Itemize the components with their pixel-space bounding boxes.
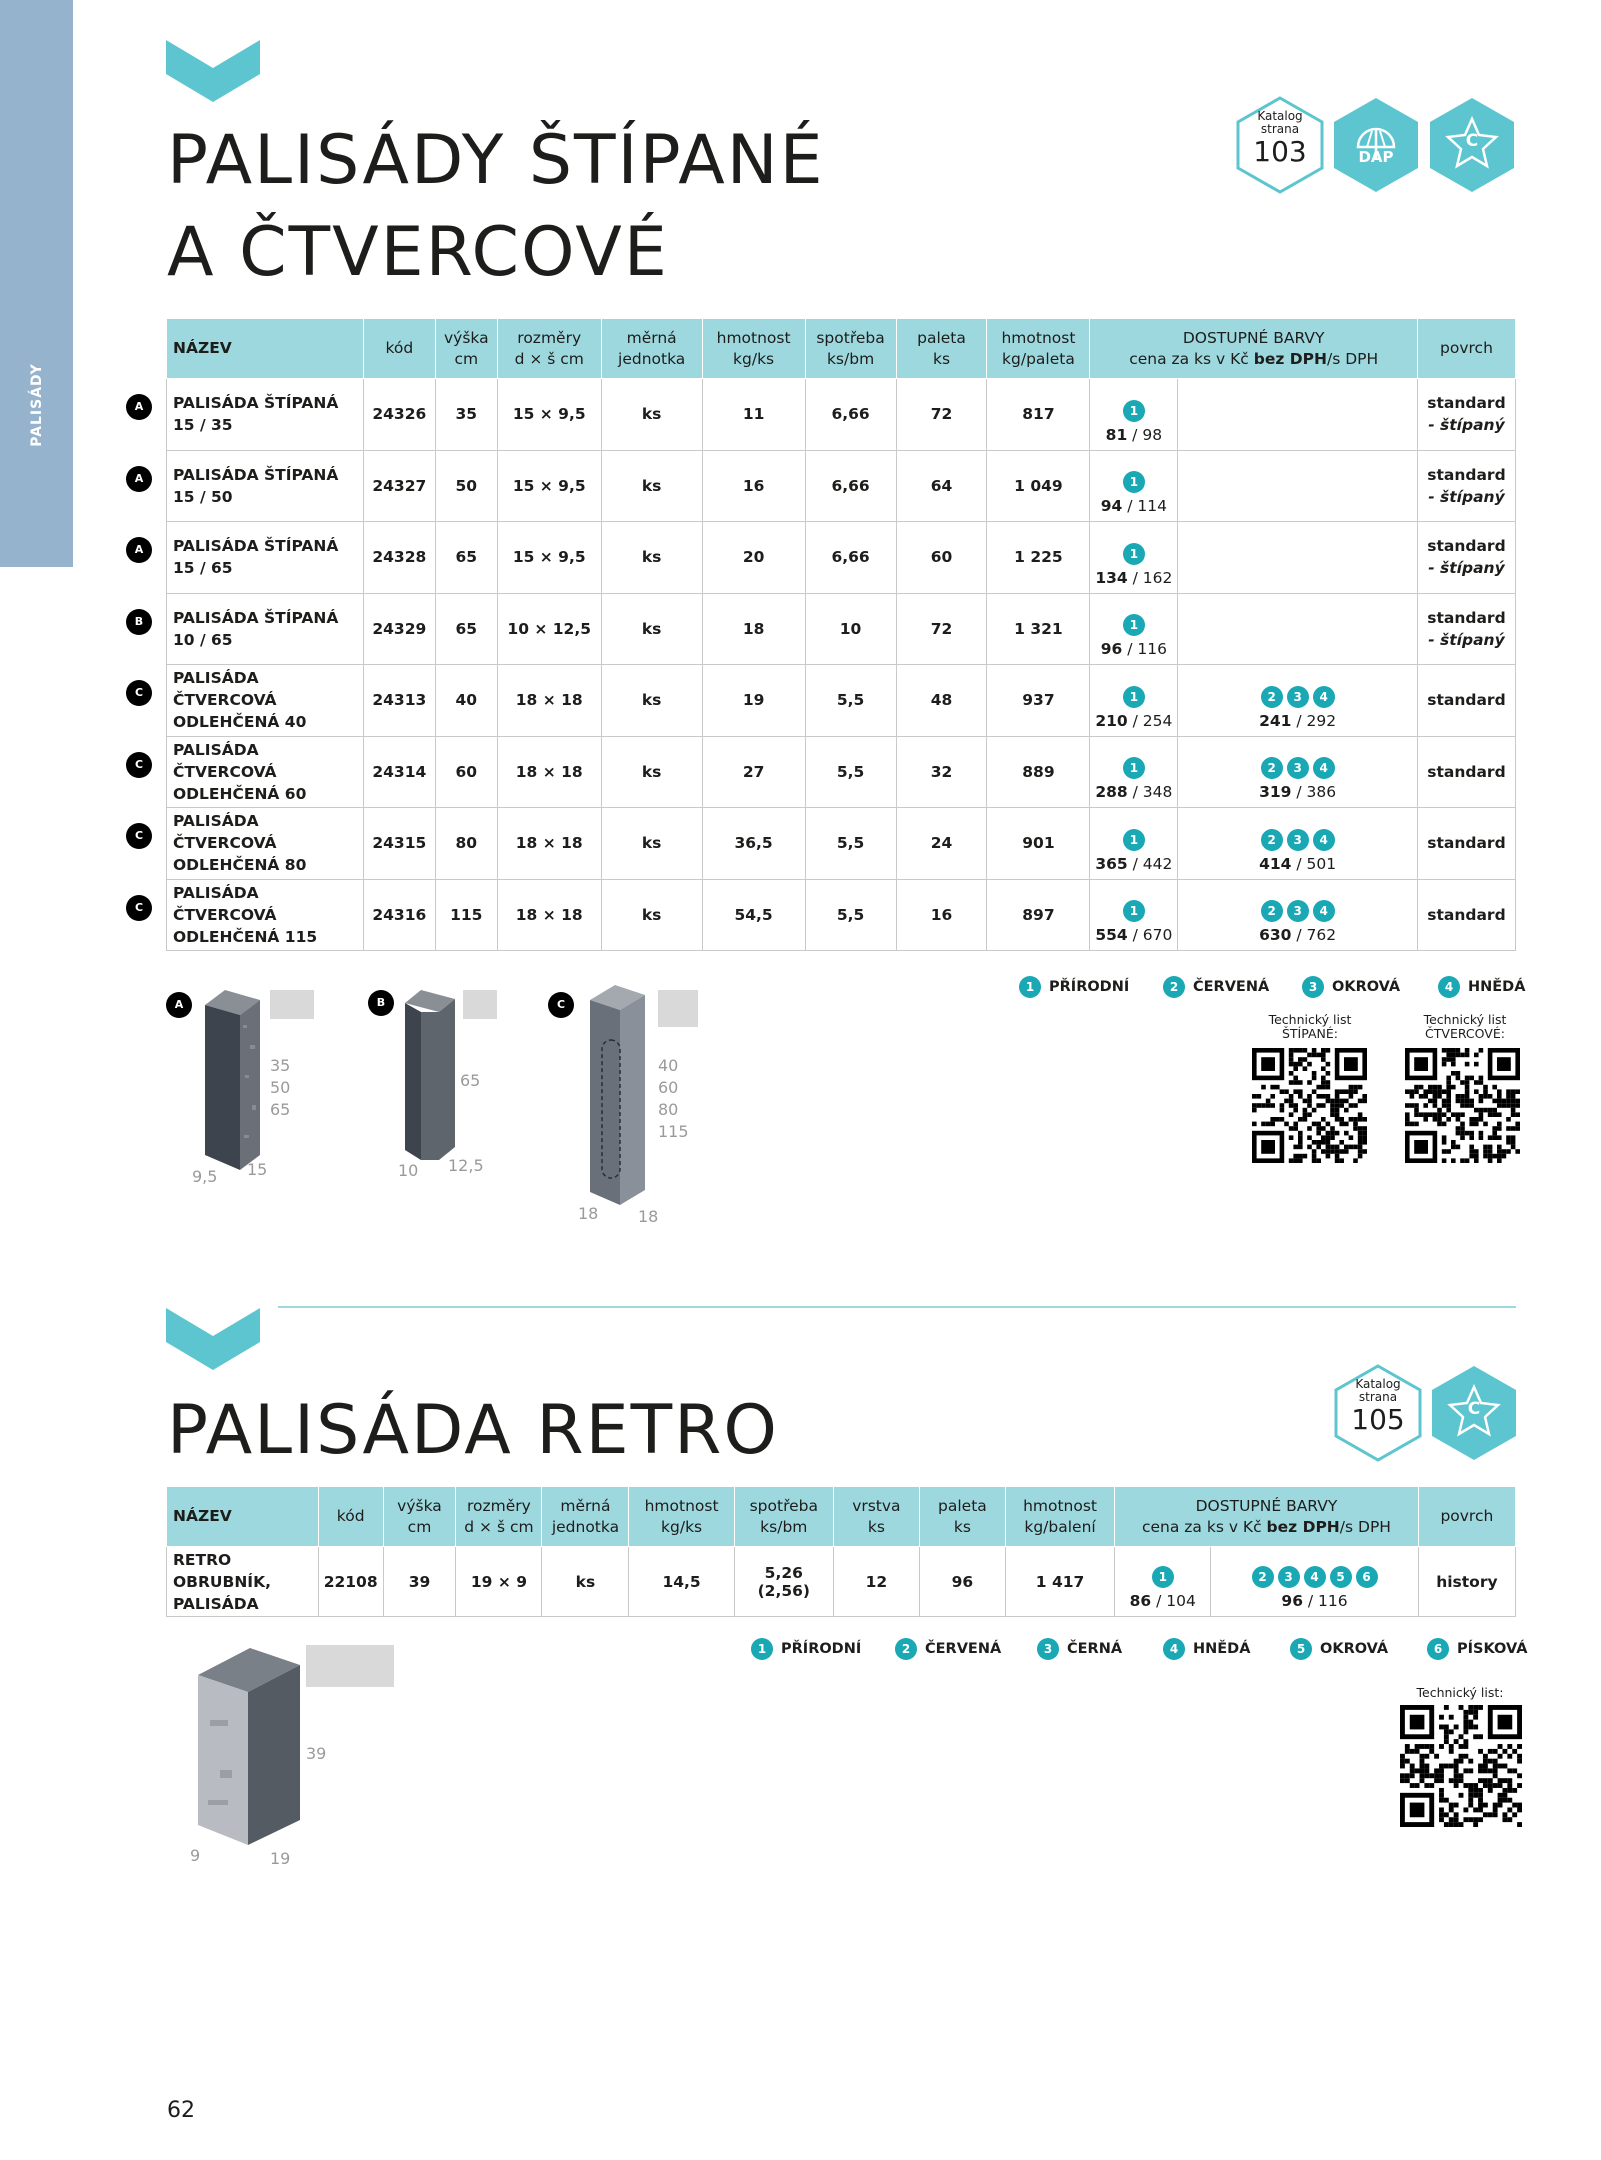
col-dims: rozměry d × š cm [456, 1487, 542, 1547]
color-4-icon: 4 [1313, 900, 1335, 922]
col-layer: vrstva ks [833, 1487, 919, 1547]
cell-consumption: 5,5 [805, 736, 896, 808]
col-pallet-weight: hmotnost kg/paleta [987, 319, 1090, 379]
cell-weight: 14,5 [629, 1547, 734, 1617]
color-swatch-a [270, 990, 314, 1019]
cell-height: 65 [435, 522, 497, 594]
cell-price-colored [1178, 593, 1418, 665]
cell-pallet-weight: 1 225 [987, 522, 1090, 594]
cell-consumption: 6,66 [805, 450, 896, 522]
col-name: NÁZEV [167, 1487, 319, 1547]
table-header-row [167, 319, 1516, 379]
color-1-icon: 1 [1123, 686, 1145, 708]
colors-header-line1: DOSTUPNÉ BARVY [1195, 1496, 1338, 1515]
col-consumption: spotřeba ks/bm [734, 1487, 833, 1547]
col-unit: měrná jednotka [542, 1487, 629, 1547]
color-1-icon: 1 [1123, 757, 1145, 779]
cell-dims: 15 × 9,5 [497, 379, 601, 451]
legend-item-1 [751, 1638, 861, 1660]
col-name: NÁZEV [167, 319, 364, 379]
table-row [167, 593, 1516, 665]
legend-label: PÍSKOVÁ [1457, 1641, 1528, 1657]
cell-name: PALISÁDA ŠTÍPANÁ 10 / 65 [167, 593, 364, 665]
cell-surface: standard - štípaný [1417, 522, 1515, 594]
cell-height: 39 [383, 1547, 456, 1617]
legend-label: ČERVENÁ [925, 1641, 1002, 1657]
catalog-page: 105 [1351, 1403, 1405, 1436]
cell-price-colored [1178, 450, 1418, 522]
cell-pallet-weight: 1 321 [987, 593, 1090, 665]
col-colors [1115, 1487, 1419, 1547]
legend-label: PŘÍRODNÍ [781, 1641, 862, 1657]
dims-depth-b: 10 [398, 1161, 419, 1180]
color-4-icon: 4 [1313, 686, 1335, 708]
legend-item-2 [1163, 976, 1269, 998]
col-surface: povrch [1417, 319, 1515, 379]
legend-label: OKROVÁ [1320, 1641, 1389, 1657]
row-letter-badge: B [126, 609, 152, 635]
cell-unit: ks [601, 379, 702, 451]
color-4-icon: 4 [1438, 976, 1460, 998]
cell-price-natural: 1 86 / 104 [1115, 1547, 1211, 1617]
class-label: C [1465, 131, 1479, 151]
title-line-1: PALISÁDY ŠTÍPANÉ [167, 121, 825, 200]
cell-pallet-weight: 897 [987, 879, 1090, 951]
color-2-icon: 2 [1261, 757, 1283, 779]
retro-palisade-image [190, 1640, 310, 1850]
catalog-page: 103 [1253, 135, 1307, 168]
cell-layer: 12 [833, 1547, 919, 1617]
color-2-icon: 2 [895, 1638, 917, 1660]
cell-name: PALISÁDA ŠTÍPANÁ 15 / 65 [167, 522, 364, 594]
cell-dims: 10 × 12,5 [497, 593, 601, 665]
cell-price-natural: 1 210 / 254 [1090, 665, 1178, 737]
col-height: výška cm [435, 319, 497, 379]
chevron-icon [166, 1308, 260, 1370]
cell-price-natural: 1 94 / 114 [1090, 450, 1178, 522]
color-2-icon: 2 [1261, 829, 1283, 851]
color-1-icon: 1 [751, 1638, 773, 1660]
dims-heights-b: 65 [460, 1071, 481, 1090]
legend-item-6 [1427, 1638, 1527, 1660]
cell-pallet: 64 [896, 450, 987, 522]
col-colors [1090, 319, 1418, 379]
col-weight: hmotnost kg/ks [702, 319, 805, 379]
color-3-icon: 3 [1302, 976, 1324, 998]
dims-width-c: 18 [638, 1207, 659, 1226]
color-1-icon: 1 [1019, 976, 1041, 998]
cell-weight: 18 [702, 593, 805, 665]
legend-item-4 [1163, 1638, 1250, 1660]
cell-name: PALISÁDA ČTVERCOVÁ ODLEHČENÁ 80 [167, 808, 364, 880]
cell-price-colored [1178, 379, 1418, 451]
dims-depth-c: 18 [578, 1204, 599, 1223]
cell-pallet: 96 [919, 1547, 1005, 1617]
cell-pallet: 72 [896, 593, 987, 665]
color-1-icon: 1 [1123, 471, 1145, 493]
legend-item-1 [1019, 976, 1129, 998]
cell-pallet-weight: 889 [987, 736, 1090, 808]
table-row [167, 665, 1516, 737]
cell-name: PALISÁDA ČTVERCOVÁ ODLEHČENÁ 40 [167, 665, 364, 737]
legend-label: ČERVENÁ [1193, 979, 1270, 995]
cell-unit: ks [601, 665, 702, 737]
row-letter-badge: C [126, 895, 152, 921]
col-consumption: spotřeba ks/bm [805, 319, 896, 379]
cell-pallet: 48 [896, 665, 987, 737]
split-palisade-image [395, 985, 465, 1165]
dap-label: DAP [1358, 148, 1394, 166]
cell-dims: 15 × 9,5 [497, 450, 601, 522]
dims-height-retro: 39 [306, 1744, 327, 1763]
cell-unit: ks [601, 808, 702, 880]
legend-label: HNĚDÁ [1468, 979, 1526, 995]
col-pallet: paleta ks [919, 1487, 1005, 1547]
cell-consumption: 5,26 (2,56) [734, 1547, 833, 1617]
qr-caption-retro: Technický list: [1416, 1685, 1504, 1700]
cell-pallet-weight: 817 [987, 379, 1090, 451]
color-swatch-b [463, 990, 497, 1019]
product-letter-c: C [548, 992, 574, 1018]
legend-item-3 [1302, 976, 1400, 998]
cell-unit: ks [601, 879, 702, 951]
cell-price-natural: 1 81 / 98 [1090, 379, 1178, 451]
legend-label: HNĚDÁ [1193, 1641, 1251, 1657]
color-2-icon: 2 [1261, 686, 1283, 708]
legend-label: PŘÍRODNÍ [1049, 979, 1130, 995]
cell-dims: 18 × 18 [497, 665, 601, 737]
color-1-icon: 1 [1123, 829, 1145, 851]
cell-code: 24328 [363, 522, 435, 594]
dims-heights-c: 40 60 80 115 [658, 1056, 689, 1141]
cell-consumption: 10 [805, 593, 896, 665]
legend-label: OKROVÁ [1332, 979, 1401, 995]
title-line-2: A ČTVERCOVÉ [167, 213, 669, 292]
color-5-icon: 5 [1330, 1566, 1352, 1588]
col-height: výška cm [383, 1487, 456, 1547]
cell-code: 24329 [363, 593, 435, 665]
cell-consumption: 6,66 [805, 379, 896, 451]
cell-consumption: 5,5 [805, 879, 896, 951]
dims-depth-a: 9,5 [192, 1167, 218, 1186]
square-palisade-image [580, 980, 655, 1210]
row-letter-badge: A [126, 466, 152, 492]
cell-price-natural: 1 134 / 162 [1090, 522, 1178, 594]
color-2-icon: 2 [1163, 976, 1185, 998]
cell-price-natural: 1 96 / 116 [1090, 593, 1178, 665]
row-letter-badge: A [126, 537, 152, 563]
table-row [167, 879, 1516, 951]
row-letter-badge: C [126, 680, 152, 706]
cell-height: 115 [435, 879, 497, 951]
catalog-label: Katalog strana [1355, 1377, 1401, 1404]
section-title: PALISÁDA RETRO [167, 1391, 779, 1470]
color-3-icon: 3 [1287, 829, 1309, 851]
col-surface: povrch [1418, 1487, 1515, 1547]
cell-code: 24327 [363, 450, 435, 522]
product-table [166, 1486, 1516, 1617]
cell-name: RETRO OBRUBNÍK, PALISÁDA [167, 1547, 319, 1617]
color-3-icon: 3 [1037, 1638, 1059, 1660]
cell-code: 24315 [363, 808, 435, 880]
cell-surface: standard [1417, 736, 1515, 808]
cell-pallet-weight: 1 049 [987, 450, 1090, 522]
dims-width-a: 15 [247, 1160, 268, 1179]
table-row [167, 1547, 1516, 1617]
cell-pallet: 16 [896, 879, 987, 951]
color-1-icon: 1 [1123, 543, 1145, 565]
color-1-icon: 1 [1123, 614, 1145, 636]
cell-unit: ks [601, 450, 702, 522]
cell-pallet-weight: 901 [987, 808, 1090, 880]
cell-height: 50 [435, 450, 497, 522]
cell-surface: standard [1417, 808, 1515, 880]
cell-code: 24313 [363, 665, 435, 737]
color-3-icon: 3 [1278, 1566, 1300, 1588]
row-letter-badge: C [126, 823, 152, 849]
side-tab [0, 0, 73, 567]
cell-surface: history [1418, 1547, 1515, 1617]
cell-price-natural: 1 365 / 442 [1090, 808, 1178, 880]
color-1-icon: 1 [1123, 900, 1145, 922]
dims-depth-retro: 9 [190, 1846, 201, 1865]
cell-pallet: 32 [896, 736, 987, 808]
color-1-icon: 1 [1152, 1566, 1174, 1588]
cell-consumption: 5,5 [805, 808, 896, 880]
cell-consumption: 6,66 [805, 522, 896, 594]
section-divider [278, 1306, 1516, 1308]
page-title [167, 115, 825, 299]
page-number: 62 [167, 2098, 195, 2123]
table-row [167, 808, 1516, 880]
colors-header-line2: cena za ks v Kč bez DPH/s DPH [1129, 349, 1379, 368]
catalog-label: Katalog strana [1257, 109, 1303, 136]
cell-unit: ks [601, 736, 702, 808]
chevron-icon [166, 40, 260, 102]
cell-pack-weight: 1 417 [1005, 1547, 1114, 1617]
cell-surface: standard [1417, 665, 1515, 737]
cell-price-natural: 1 288 / 348 [1090, 736, 1178, 808]
table-row [167, 450, 1516, 522]
qr-code-icon[interactable] [1400, 1705, 1522, 1831]
cell-dims: 15 × 9,5 [497, 522, 601, 594]
color-3-icon: 3 [1287, 900, 1309, 922]
cell-height: 60 [435, 736, 497, 808]
cell-unit: ks [601, 593, 702, 665]
color-4-icon: 4 [1304, 1566, 1326, 1588]
table-header-row [167, 1487, 1516, 1547]
cell-weight: 16 [702, 450, 805, 522]
col-code: kód [363, 319, 435, 379]
color-4-icon: 4 [1313, 757, 1335, 779]
split-palisade-image [195, 985, 275, 1175]
color-3-icon: 3 [1287, 757, 1309, 779]
cell-price-natural: 1 554 / 670 [1090, 879, 1178, 951]
legend-item-3 [1037, 1638, 1122, 1660]
qr-code-icon[interactable] [1405, 1048, 1520, 1167]
cell-price-colored: 2 3 4 630 / 762 [1178, 879, 1418, 951]
color-4-icon: 4 [1163, 1638, 1185, 1660]
cell-height: 80 [435, 808, 497, 880]
cell-name: PALISÁDA ČTVERCOVÁ ODLEHČENÁ 115 [167, 879, 364, 951]
cell-unit: ks [542, 1547, 629, 1617]
color-swatch-c [658, 990, 698, 1027]
cell-surface: standard - štípaný [1417, 379, 1515, 451]
qr-caption-square: Technický list ČTVERCOVÉ: [1423, 1012, 1507, 1041]
umbrella-icon [1330, 95, 1422, 195]
cell-name: PALISÁDA ŠTÍPANÁ 15 / 35 [167, 379, 364, 451]
cell-price-colored: 2 3 4 241 / 292 [1178, 665, 1418, 737]
class-label: C [1467, 1399, 1481, 1419]
cell-price-colored: 2 3 4 414 / 501 [1178, 808, 1418, 880]
qr-code-icon[interactable] [1252, 1048, 1367, 1167]
dims-width-b: 12,5 [448, 1156, 484, 1175]
col-code: kód [318, 1487, 383, 1547]
cell-weight: 20 [702, 522, 805, 594]
color-2-icon: 2 [1252, 1566, 1274, 1588]
color-5-icon: 5 [1290, 1638, 1312, 1660]
colors-header-line2: cena za ks v Kč bez DPH/s DPH [1141, 1517, 1391, 1536]
product-letter-a: A [166, 992, 192, 1018]
legend-label: ČERNÁ [1067, 1641, 1123, 1657]
color-6-icon: 6 [1356, 1566, 1378, 1588]
color-4-icon: 4 [1313, 829, 1335, 851]
cell-dims: 19 × 9 [456, 1547, 542, 1617]
legend-item-2 [895, 1638, 1001, 1660]
cell-name: PALISÁDA ŠTÍPANÁ 15 / 50 [167, 450, 364, 522]
color-3-icon: 3 [1287, 686, 1309, 708]
cell-weight: 11 [702, 379, 805, 451]
cell-weight: 54,5 [702, 879, 805, 951]
col-weight: hmotnost kg/ks [629, 1487, 734, 1547]
product-table [166, 318, 1516, 951]
cell-height: 65 [435, 593, 497, 665]
cell-surface: standard - štípaný [1417, 593, 1515, 665]
cell-pallet: 60 [896, 522, 987, 594]
cell-price-colored: 2 3 4 5 6 96 / 116 [1211, 1547, 1418, 1617]
row-letter-badge: C [126, 752, 152, 778]
cell-code: 24326 [363, 379, 435, 451]
cell-dims: 18 × 18 [497, 879, 601, 951]
col-dims: rozměry d × š cm [497, 319, 601, 379]
table-row [167, 736, 1516, 808]
cell-dims: 18 × 18 [497, 808, 601, 880]
col-pack-weight: hmotnost kg/balení [1005, 1487, 1114, 1547]
cell-surface: standard [1417, 879, 1515, 951]
cell-height: 35 [435, 379, 497, 451]
cell-code: 22108 [318, 1547, 383, 1617]
side-tab-label: PALISÁDY [29, 363, 45, 447]
cell-pallet: 72 [896, 379, 987, 451]
qr-caption-split: Technický list ŠTÍPANÉ: [1268, 1012, 1352, 1041]
cell-price-colored [1178, 522, 1418, 594]
cell-height: 40 [435, 665, 497, 737]
cell-consumption: 5,5 [805, 665, 896, 737]
row-letter-badge: A [126, 394, 152, 420]
table-row [167, 522, 1516, 594]
legend-item-5 [1290, 1638, 1388, 1660]
cell-name: PALISÁDA ČTVERCOVÁ ODLEHČENÁ 60 [167, 736, 364, 808]
cell-pallet-weight: 937 [987, 665, 1090, 737]
color-swatch-retro [306, 1645, 394, 1687]
cell-unit: ks [601, 522, 702, 594]
color-6-icon: 6 [1427, 1638, 1449, 1660]
cell-weight: 36,5 [702, 808, 805, 880]
cell-code: 24314 [363, 736, 435, 808]
cell-code: 24316 [363, 879, 435, 951]
dims-heights-a: 35 50 65 [270, 1056, 291, 1119]
color-1-icon: 1 [1123, 400, 1145, 422]
dims-width-retro: 19 [270, 1849, 291, 1868]
product-letter-b: B [368, 990, 394, 1016]
cell-pallet: 24 [896, 808, 987, 880]
cell-weight: 19 [702, 665, 805, 737]
color-2-icon: 2 [1261, 900, 1283, 922]
col-unit: měrná jednotka [601, 319, 702, 379]
legend-item-4 [1438, 976, 1525, 998]
col-pallet: paleta ks [896, 319, 987, 379]
colors-header-line1: DOSTUPNÉ BARVY [1182, 328, 1325, 347]
cell-dims: 18 × 18 [497, 736, 601, 808]
cell-surface: standard - štípaný [1417, 450, 1515, 522]
table-row [167, 379, 1516, 451]
cell-price-colored: 2 3 4 319 / 386 [1178, 736, 1418, 808]
cell-weight: 27 [702, 736, 805, 808]
